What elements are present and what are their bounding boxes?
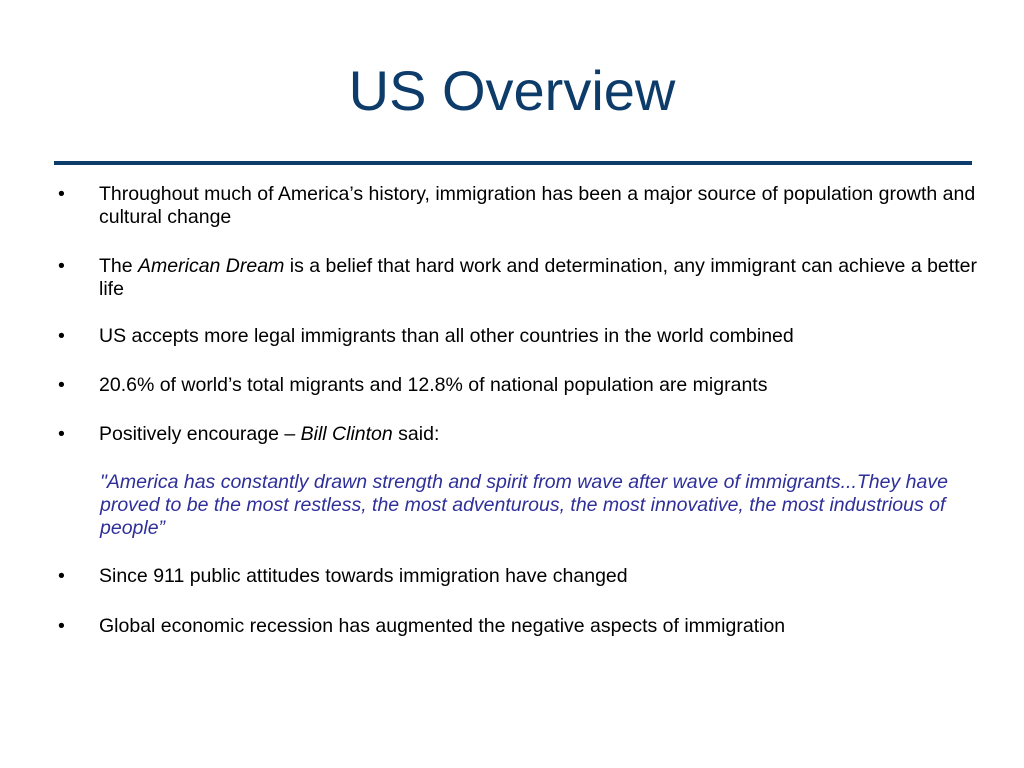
bullet-marker: • [58, 374, 65, 396]
bullet-marker: • [58, 255, 65, 277]
bullet-text-before: Positively encourage – [99, 423, 301, 445]
bullet-text-after: said: [392, 423, 440, 445]
bullet-item-2 [58, 255, 979, 301]
bill-clinton-emphasis: Bill Clinton [300, 423, 393, 445]
bullet-marker: • [58, 183, 65, 205]
bullet-item-4 [58, 374, 979, 397]
bullet-item-5 [58, 423, 979, 446]
bullet-item-6 [58, 565, 979, 588]
bullet-item-3 [58, 325, 979, 348]
slide-title: US Overview [348, 59, 676, 122]
bullet-text: 20.6% of world’s total migrants and 12.8% of national population are migrants [99, 374, 768, 396]
bullet-text-before: The [99, 255, 139, 277]
bullet-marker: • [58, 423, 65, 445]
bullet-item-7 [58, 615, 979, 638]
bullet-item-1 [58, 183, 979, 229]
bullet-marker: • [58, 325, 65, 347]
bullet-text: Throughout much of America’s history, immigration has been a major source of population growth and cultural change [99, 183, 976, 228]
bullet-text: US accepts more legal immigrants than all other countries in the world combined [99, 325, 794, 347]
american-dream-emphasis: American Dream [138, 255, 285, 277]
bullet-text: Global economic recession has augmented the negative aspects of immigration [99, 615, 786, 637]
bullet-marker: • [58, 615, 65, 637]
bullet-text-after: is a belief that hard work and determination, any immigrant can achieve a better life [99, 255, 977, 300]
bullet-marker: • [58, 565, 65, 587]
clinton-quote: "America has constantly drawn strength and spirit from wave after wave of immigrants...They have proved to be the most restless, the most adventurous, the most innovative, the most industrious of people” [100, 471, 948, 539]
bullet-text: Since 911 public attitudes towards immigration have changed [99, 565, 628, 587]
